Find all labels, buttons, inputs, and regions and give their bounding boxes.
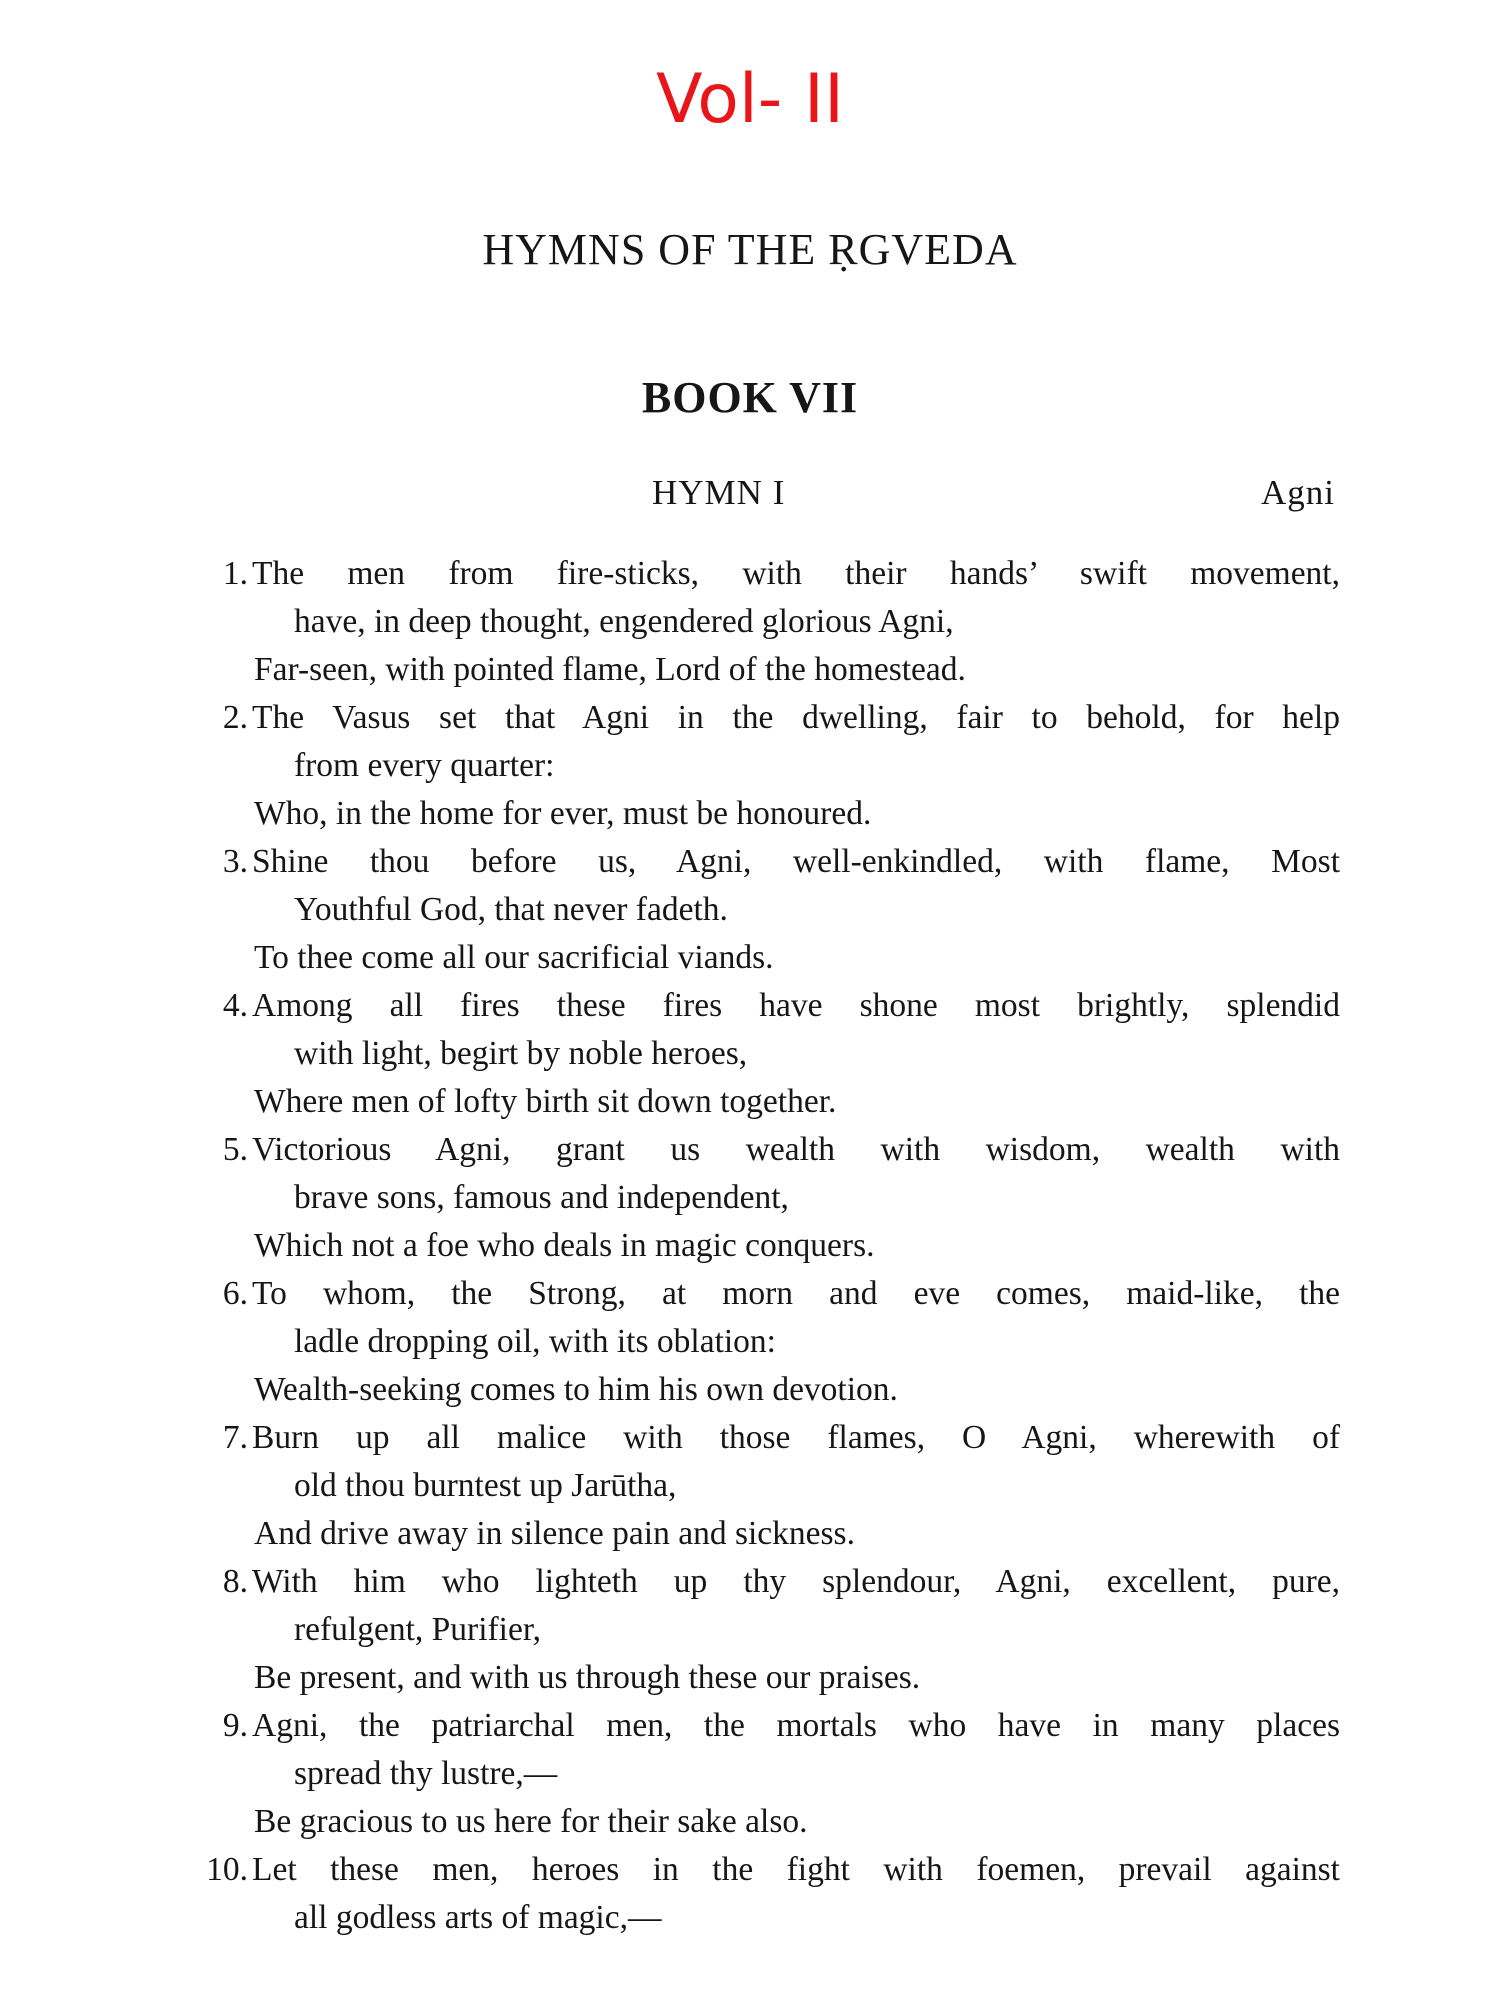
verse-line: Who, in the home for ever, must be honoured. <box>254 795 872 832</box>
verse-3 <box>0 838 1500 982</box>
verse-1 <box>0 550 1500 694</box>
verse-line: Shine thou before us, Agni, well-enkindled, with flame, Most <box>252 843 1340 880</box>
volume-label: Vol- II <box>656 60 844 139</box>
verse-10 <box>0 1846 1500 1942</box>
verse-line: And drive away in silence pain and sickness. <box>254 1515 855 1552</box>
verse-line: Agni, the patriarchal men, the mortals who have in many places <box>252 1707 1340 1744</box>
verse-line: Wealth-seeking comes to him his own devotion. <box>254 1371 898 1408</box>
verse-line: Burn up all malice with those flames, O Agni, wherewith of <box>252 1419 1340 1456</box>
verse-line: from every quarter: <box>294 747 555 784</box>
verse-line: With him who lighteth up thy splendour, Agni, excellent, pure, <box>252 1563 1340 1600</box>
verse-line: Among all fires these fires have shone most brightly, splendid <box>252 987 1340 1024</box>
verse-number: 3. <box>222 843 248 880</box>
verse-8 <box>0 1558 1500 1702</box>
verse-6 <box>0 1270 1500 1414</box>
verse-line: Victorious Agni, grant us wealth with wisdom, wealth with <box>252 1131 1340 1168</box>
verse-number: 2. <box>222 699 248 736</box>
verse-9 <box>0 1702 1500 1846</box>
verse-line: To whom, the Strong, at morn and eve comes, maid-like, the <box>252 1275 1340 1312</box>
verse-line: spread thy lustre,— <box>294 1755 558 1792</box>
verse-list <box>0 550 1500 1942</box>
verse-line: ladle dropping oil, with its oblation: <box>294 1323 776 1360</box>
verse-7 <box>0 1414 1500 1558</box>
verse-5 <box>0 1126 1500 1270</box>
hymn-deity: Agni <box>1261 473 1335 512</box>
verse-line: Where men of lofty birth sit down together. <box>254 1083 837 1120</box>
verse-line: The men from fire-sticks, with their hands’ swift movement, <box>252 555 1340 592</box>
hymn-title: HYMN I <box>652 473 786 512</box>
verse-number: 10. <box>206 1851 248 1888</box>
verse-line: Be present, and with us through these our praises. <box>254 1659 921 1696</box>
hymn-header <box>0 468 1500 518</box>
verse-line: The Vasus set that Agni in the dwelling, fair to behold, for help <box>252 699 1340 736</box>
verse-number: 7. <box>222 1419 248 1456</box>
verse-line: Let these men, heroes in the fight with foemen, prevail against <box>252 1851 1340 1888</box>
verse-number: 9. <box>222 1707 248 1744</box>
verse-line: brave sons, famous and independent, <box>294 1179 789 1216</box>
verse-number: 4. <box>222 987 248 1024</box>
verse-number: 6. <box>222 1275 248 1312</box>
verse-line: all godless arts of magic,— <box>294 1899 662 1936</box>
verse-line: Which not a foe who deals in magic conquers. <box>254 1227 875 1264</box>
verse-line: Youthful God, that never fadeth. <box>294 891 728 928</box>
verse-line: Be gracious to us here for their sake also. <box>254 1803 808 1840</box>
verse-number: 8. <box>222 1563 248 1600</box>
page-title: HYMNS OF THE ṚGVEDA <box>482 225 1018 274</box>
verse-4 <box>0 982 1500 1126</box>
verse-line: have, in deep thought, engendered glorious Agni, <box>294 603 954 640</box>
verse-line: Far-seen, with pointed flame, Lord of the homestead. <box>254 651 966 688</box>
verse-number: 1. <box>222 555 248 592</box>
verse-2 <box>0 694 1500 838</box>
verse-line: old thou burntest up Jarūtha, <box>294 1467 677 1504</box>
verse-number: 5. <box>222 1131 248 1168</box>
verse-line: with light, begirt by noble heroes, <box>294 1035 748 1072</box>
verse-line: To thee come all our sacrificial viands. <box>254 939 774 976</box>
verse-line: refulgent, Purifier, <box>294 1611 542 1648</box>
book-heading: BOOK VII <box>641 373 859 422</box>
